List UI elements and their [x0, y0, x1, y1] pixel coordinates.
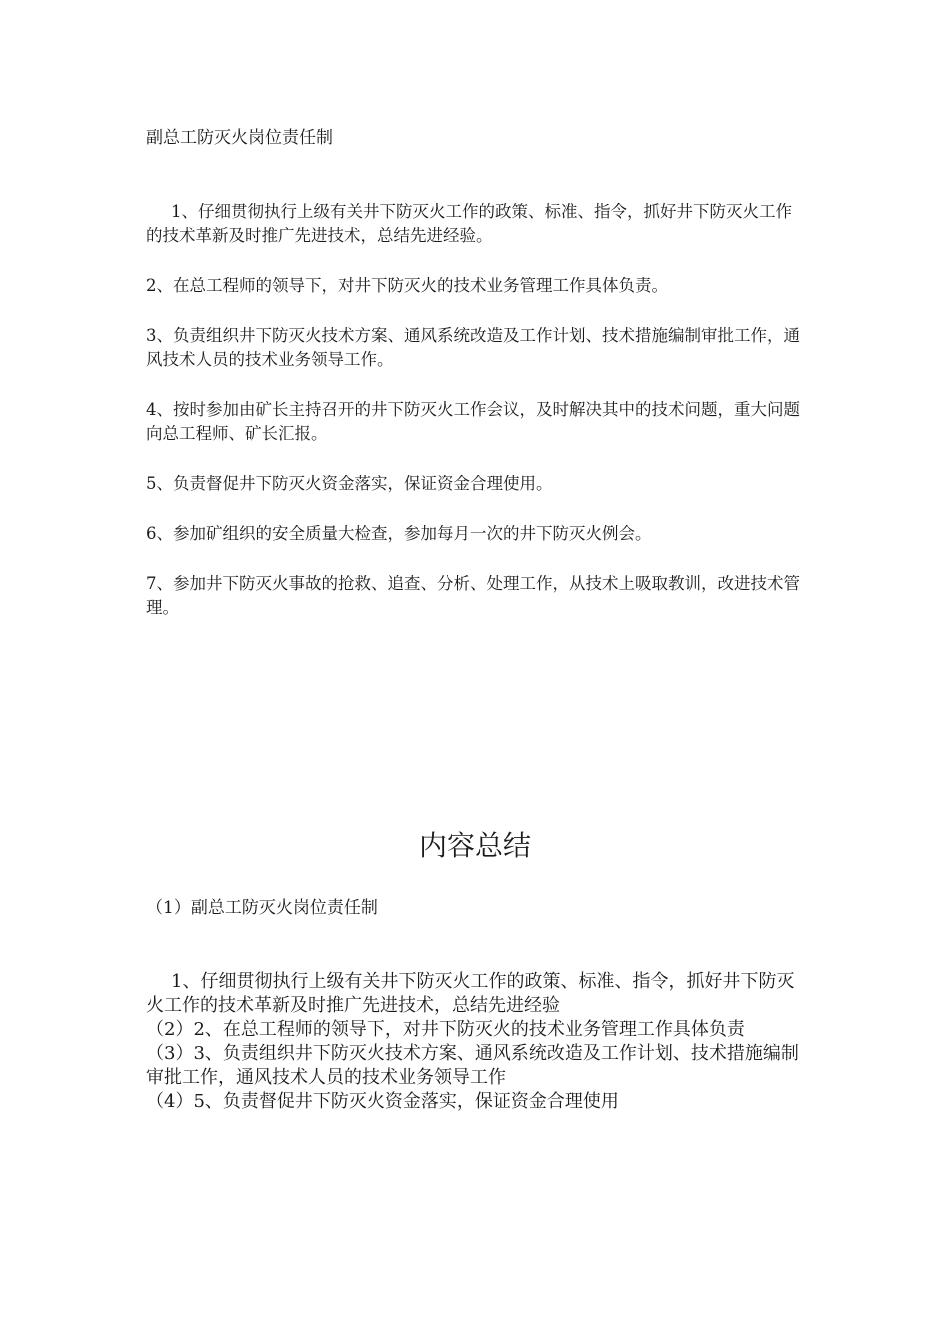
summary-item-1: 1、仔细贯彻执行上级有关井下防灭火工作的政策、标准、指令，抓好井下防灭火工作的技术革新及时推广先进技术，总结先进经验 — [146, 971, 795, 1016]
summary-item-3: （3）3、负责组织井下防灭火技术方案、通风系统改造及工作计划、技术措施编制审批工作，通风技术人员的技术业务领导工作 — [146, 1043, 799, 1088]
summary-subtitle: （1）副总工防灭火岗位责任制 — [146, 898, 378, 918]
duty-item-5: 5、负责督促井下防灭火资金落实，保证资金合理使用。 — [146, 474, 553, 493]
summary-heading: 内容总结 — [418, 829, 531, 862]
summary-item-2: （2）2、在总工程师的领导下，对井下防灭火的技术业务管理工作具体负责 — [146, 1019, 745, 1040]
document-title: 副总工防灭火岗位责任制 — [146, 128, 333, 148]
duty-item-2: 2、在总工程师的领导下，对井下防灭火的技术业务管理工作具体负责。 — [146, 276, 668, 295]
duty-item-3: 3、负责组织井下防灭火技术方案、通风系统改造及工作计划、技术措施编制审批工作，通风技术人员的技术业务领导工作。 — [146, 326, 800, 369]
summary-body — [146, 970, 806, 1114]
duty-item-4: 4、按时参加由矿长主持召开的井下防灭火工作会议，及时解决其中的技术问题，重大问题向总工程师、矿长汇报。 — [146, 400, 800, 443]
summary-item-4: （4）5、负责督促井下防灭火资金落实，保证资金合理使用 — [146, 1091, 619, 1112]
duty-list — [146, 200, 806, 646]
duty-item-7: 7、参加井下防灭火事故的抢救、追查、分析、处理工作，从技术上吸取教训，改进技术管理。 — [146, 574, 800, 617]
duty-item-1: 1、仔细贯彻执行上级有关井下防灭火工作的政策、标准、指令，抓好井下防灭火工作的技术革新及时推广先进技术，总结先进经验。 — [146, 202, 792, 245]
duty-item-6: 6、参加矿组织的安全质量大检查，参加每月一次的井下防灭火例会。 — [146, 524, 652, 543]
